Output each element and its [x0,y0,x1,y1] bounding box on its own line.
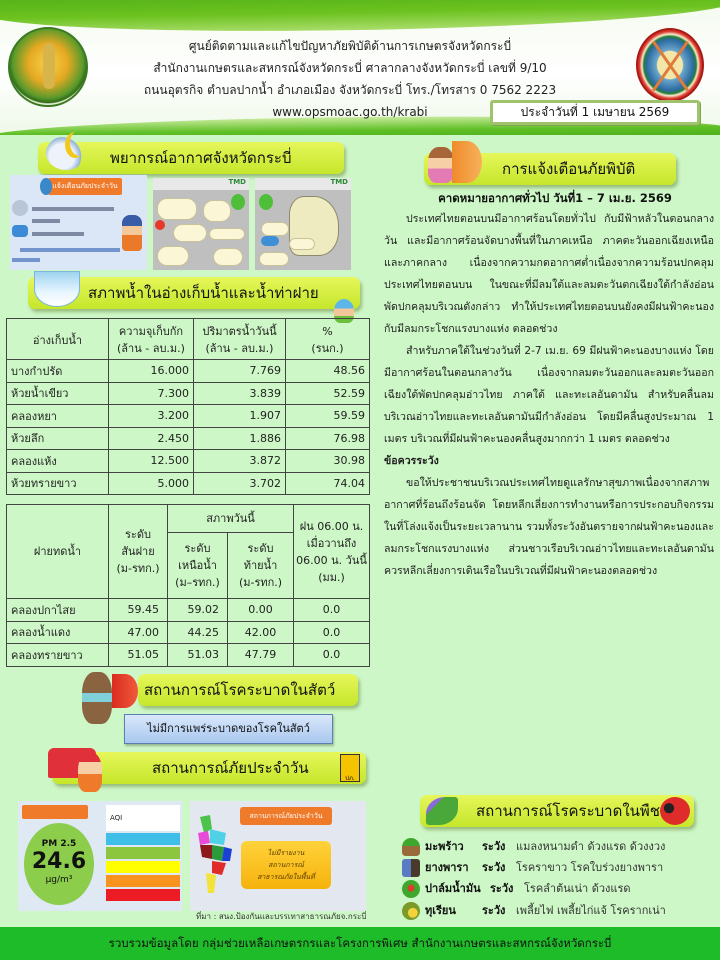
weir-table [6,504,370,667]
megaphone-icon [112,674,138,708]
pm25-unit: µg/m³ [45,875,73,885]
megaphone-icon [40,178,52,195]
table-row: ห้วยน้ำเขียว 7.300 3.839 52.59 [7,382,370,405]
col-downstream-level: ระดับ ท้ายน้ำ (ม-รทก.) [228,533,294,599]
list-item: ปาล์มน้ำมัน ระวัง โรคลำต้นเน่า ด้วงแรด [400,878,710,900]
rubber-tree-icon [402,859,420,877]
footer-credit: รวบรวมข้อมูลโดย กลุ่มช่วยเหลือเกษตรกรและโครงการพิเศษ สำนักงานเกษตรและสหกรณ์จังหวัดกระบี่ [108,936,612,950]
table-row: คลองน้ำแดง 47.00 44.25 42.00 0.0 [7,621,370,644]
tmd-brand-label: TMD [330,178,348,186]
tmd-forecast-image[interactable] [153,178,249,270]
table-row: ห้วยลึก 2.450 1.886 76.98 [7,427,370,450]
daily-alert-image[interactable] [10,175,147,270]
disaster-warning-title: การแจ้งเตือนภัยพิบัติ [502,160,636,178]
animal-disease-status: ไม่มีการแพร่ระบาดของโรคในสัตว์ [124,714,333,744]
animal-disease-banner [138,674,358,706]
dpm-badge: ปภ. [340,754,360,782]
pm25-label: PM 2.5 [41,839,77,849]
table-row: คลองหยา 3.200 1.907 59.59 [7,405,370,428]
table-row: คลองทรายขาว 51.05 51.03 47.79 0.0 [7,644,370,667]
table-row: บางกำปรัด 16.000 7.769 48.56 [7,360,370,383]
weather-forecast-title: พยากรณ์อากาศจังหวัดกระบี่ [110,149,292,167]
warning-text [384,208,714,582]
green-mascot-icon [259,194,273,210]
daily-panel-header: สถานการณ์ภัยประจำวัน [240,807,332,825]
col-upstream-level: ระดับ เหนือน้ำ (ม–รทก.) [168,533,228,599]
disaster-warning-banner [424,153,676,185]
no-hazard-report: ไม่มีรายงาน สถานการณ์ สาธารณภัยในพื้นที่ [241,841,331,889]
firefighter-icon [78,752,102,792]
rain-cloud-icon [261,236,279,246]
forecast-paragraph-south: สำหรับภาคใต้ในช่วงวันที่ 2-7 เม.ย. 69 มีฝนฟ้าคะนองบางแห่ง โดยมีอากาศร้อนในตอนกลางวัน เนื่องจากลมตะวันออกและลมตะวันออกเฉียงใต้พัดปกคลุมอ่าวไทย ภาคใต้ และทะเลอันดามัน สำหรับคลื่นลมบริเวณอ่าวไทยและทะเลอันดามันมีกำลังอ่อน โดยมีคลื่นสูงประมาณ 1 เมตร บริเวณที่มีฝนฟ้าคะนองคลื่นสูงมากกว่า 1 เมตร ตลอดช่วง [384,345,714,445]
crescent-moon-icon [70,130,90,156]
oil-palm-icon [402,880,420,898]
daily-hazard-title: สถานการณ์ภัยประจำวัน [152,759,309,777]
col-weir-name: ฝายทดน้ำ [7,505,109,599]
pm25-value: 24.6 [31,849,87,874]
caution-paragraph: ขอให้ประชาชนบริเวณประเทศไทยดูแลรักษาสุขภาพเนื่องจากสภาพอากาศที่ร้อนถึงร้อนจัด โดยหลีกเลี่ยงการทำงานหรือการประกอบกิจกรรมในที่โล่งแจ้งเป็นระยะเวลานาน รวมทั้งระวังอันตรายจากฝนฟ้าคะนองและลมกระโชกแรงบางแห่ง ส่วนชาวเรือบริเวณอ่าวไทยและทะเลอันดามันควรหลีกเลี่ยงการเดินเรือในบริเวณที่มีฝนฟ้าคะนองตลอดช่วง [384,477,714,577]
tmd-brand-label: TMD [228,178,246,186]
girl-megaphone-icon [428,147,454,183]
page-header [0,0,720,135]
col-capacity: ความจุเก็บกัก (ล้าน - ลบ.ม.) [109,319,194,360]
list-item: ทุเรียน ระวัง เพลี้ยไฟ เพลี้ยไก่แจ้ โรครากเน่า [400,900,710,922]
wave-icon [12,225,28,237]
caution-label: ข้อควรระวัง [384,455,439,467]
col-reservoir-name: อ่างเก็บน้ำ [7,319,109,360]
org-name: ศูนย์ติดตามและแก้ไขปัญหาภัยพิบัติด้านการเกษตรจังหวัดกระบี่ [188,39,512,53]
org-address: ถนนอุตรกิจ ตำบลปากน้ำ อำเภอเมือง จังหวัดกระบี่ โทร./โทรสาร 0 7562 2223 [143,83,557,97]
page-footer [0,927,720,960]
pm25-air-quality-image[interactable] [18,801,182,911]
reservoir-title: สภาพน้ำในอ่างเก็บน้ำและน้ำท่าฝาย [88,284,319,302]
table-row: คลองปกาไสย 59.45 59.02 0.00 0.0 [7,599,370,622]
weather-forecast-banner [38,142,344,174]
col-rainfall: ฝน 06.00 น. เมื่อวานถึง 06.00 น. วันนี้ (มม.) [294,505,370,599]
org-office: สำนักงานเกษตรและสหกรณ์จังหวัดกระบี่ ศาลากลางจังหวัดกระบี่ เลขที่ 9/10 [153,61,547,75]
hazard-source-caption: ที่มา : สนง.ป้องกันและบรรเทาสาธารณภัยจ.กระบี่ [196,912,367,921]
animal-disease-title: สถานการณ์โรคระบาดในสัตว์ [144,681,336,699]
plant-disease-banner [420,795,694,827]
tmd-24h-forecast-image[interactable] [255,178,351,270]
col-percent: % (รนก.) [286,319,370,360]
list-item: มะพร้าว ระวัง แมลงหนามดำ ด้วงแรด ด้วงงวง [400,836,710,858]
green-mascot-icon [231,194,245,210]
reservoir-table [6,318,370,495]
mascot-kid-icon [122,215,142,251]
plant-disease-title: สถานการณ์โรคระบาดในพืช [476,802,660,820]
table-row: คลองแห้ง 12.500 3.872 30.98 [7,450,370,473]
sun-icon [155,220,165,230]
aqi-legend: AQI [106,805,180,903]
list-item: ยางพารา ระวัง โรคราขาว โรคใบร่วงยางพารา [400,857,710,879]
header-green-band [0,0,720,37]
forecast-period-subtitle: คาดหมายอากาศทั่วไป วันที่1 – 7 เม.ย. 2569 [438,191,672,205]
col-crest-level: ระดับ สันฝาย (ม-รทก.) [109,505,168,599]
daily-hazard-image[interactable] [190,801,366,911]
leaf-bug-icon [426,797,458,825]
coconut-tree-icon [402,838,420,856]
col-today-status: สภาพวันนี้ [168,505,294,533]
dam-spillway-icon [34,271,80,307]
reservoir-banner [28,277,360,309]
durian-icon [402,902,420,920]
southern-thailand-map-icon [196,815,232,895]
org-website[interactable]: www.opsmoac.go.th/krabi [272,105,428,119]
report-date: ประจำวันที่ 1 เมษายน 2569 [490,100,700,125]
forecast-paragraph-north: ประเทศไทยตอนบนมีอากาศร้อนโดยทั่วไป กับมีฟ้าหลัวในตอนกลางวัน และมีอากาศร้อนจัดบางพื้นที่ในภาคเหนือ ภาคตะวันออกเฉียงเหนือ และภาคกลาง เนื่องจากความกดอากาศต่ำเนื่องจากความร้อนปกคลุมประเทศไทยตอนบน ในขณะที่มีลมใต้และลมตะวันตกเฉียงใต้กำลังอ่อนพัดปกคลุมบริเวณดังกล่าว ทำให้ประเทศไทยตอนบนยังคงมีฝนฟ้าคะนอง กับมีลมกระโชกแรงบางแห่ง ตลอดช่วง [384,213,714,335]
table-row: ห้วยทรายขาว 5.000 3.702 74.04 [7,472,370,495]
daily-alert-header: แจ้งเตือนภัยประจำวัน [48,178,122,195]
megaphone-icon [452,141,482,183]
cloud-icon [12,200,28,216]
ladybug-icon [660,797,690,825]
krabi-seal-logo [636,28,704,102]
pm25-reading [24,823,94,905]
ministry-seal-logo [8,27,88,107]
cow-mask-icon [82,672,112,724]
col-volume-today: ปริมาตรน้ำวันนี้ (ล้าน - ลบ.ม.) [194,319,286,360]
